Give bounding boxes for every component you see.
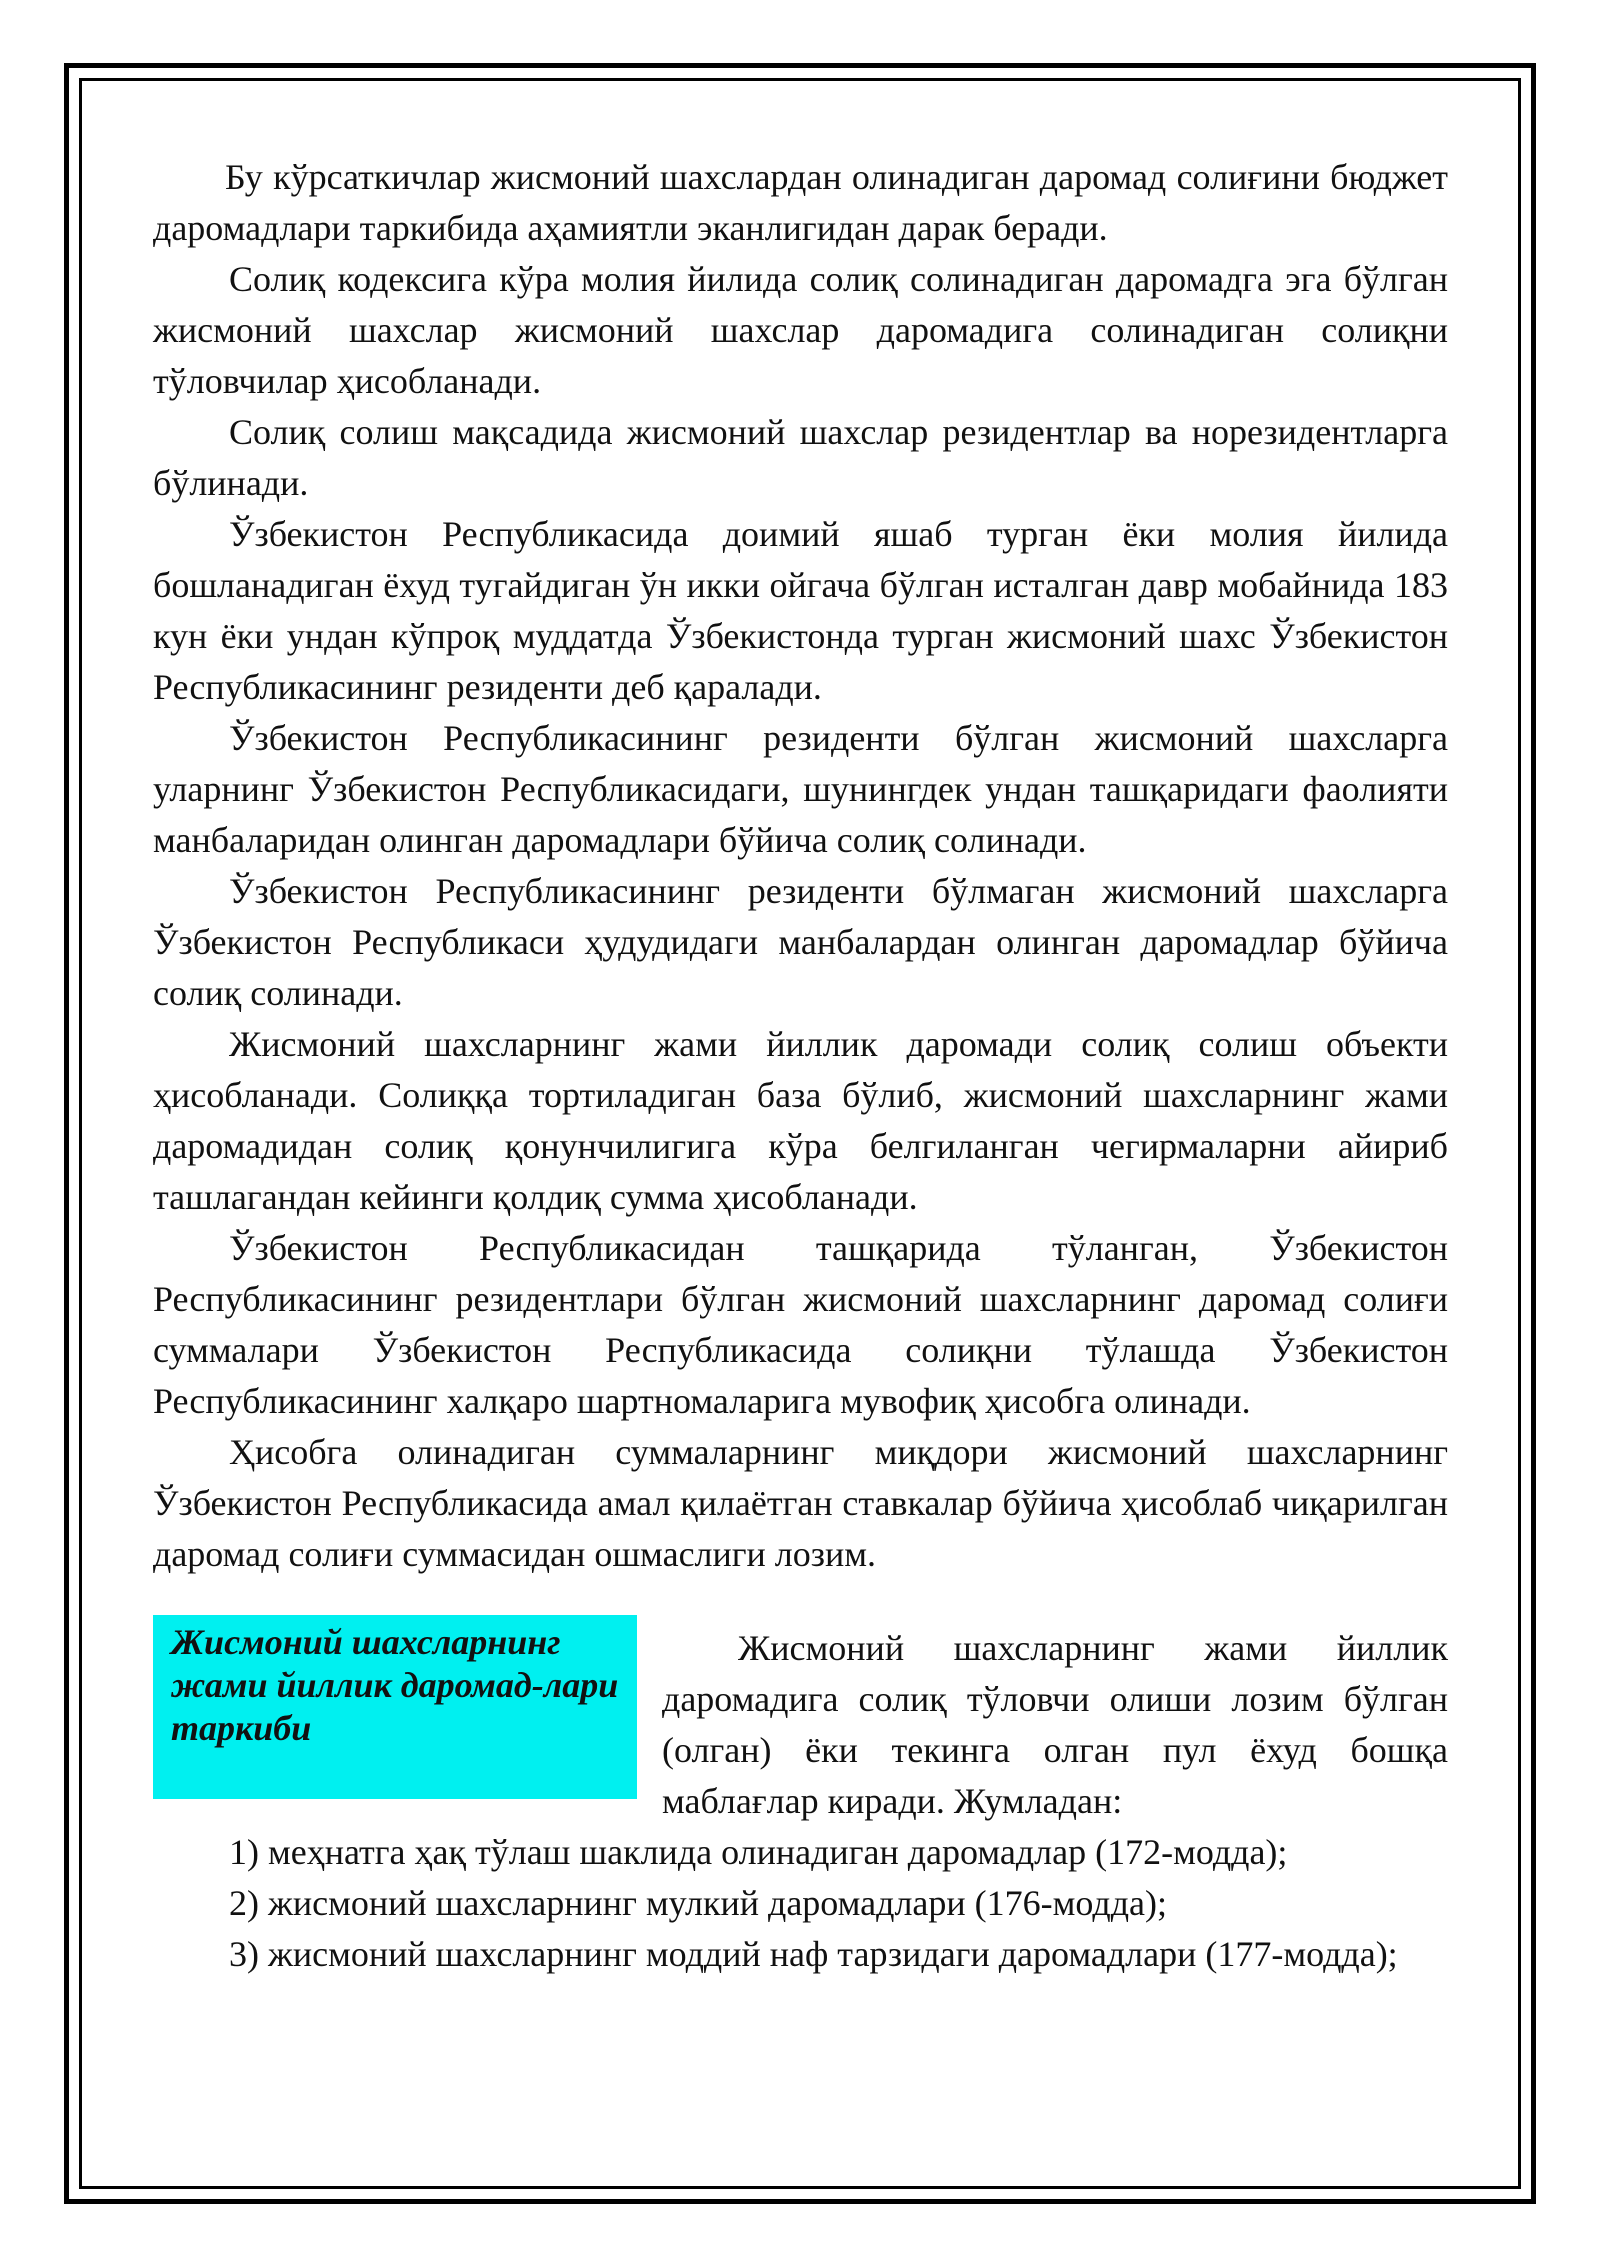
paragraph: Жисмоний шахсларнинг жами йиллик даромади солиқ солиш объекти ҳисобланади. Солиққа тортиладиган база бўлиб, жисмоний шахсларнинг жами даромадидан солиқ қонунчилигига кўра белгиланган чегирмаларни айириб ташлагандан кейинги қолдиқ сумма ҳисобланади. [153,1024,1448,1217]
paragraph: Солиқ солиш мақсадида жисмоний шахслар резидентлар ва норезидентларга бўлинади. [153,412,1448,503]
paragraph: Ўзбекистон Республикасида доимий яшаб турган ёки молия йилида бошланадиган ёхуд тугайдиган ўн икки ойгача бўлган исталган давр мобайнида 183 кун ёки ундан кўпроқ муддатда Ўзбекистонда турган жисмоний шахс Ўзбекистон Республикасининг резиденти деб қаралади. [153,514,1448,707]
income-composition-section [153,1615,1448,1980]
paragraph: Ўзбекистон Республикасининг резиденти бўлган жисмоний шахсларга уларнинг Ўзбекистон Республикасидаги, шунингдек ундан ташқаридаги фаолияти манбаларидан олинган даромадлари бўйича солиқ солинади. [153,718,1448,860]
paragraph: Бу кўрсаткичлар жисмоний шахслардан олинадиган даромад солиғини бюджет даромадлари таркибида аҳамиятли эканлигидан дарак беради. [153,157,1448,248]
list-item: 3) жисмоний шахсларнинг моддий наф тарзидаги даромадлари (177-модда); [229,1934,1398,1974]
paragraph: Ҳисобга олинадиган суммаларнинг миқдори жисмоний шахсларнинг Ўзбекистон Республикасида амал қилаётган ставкалар бўйича ҳисоблаб чиқарилган даромад солиғи суммасидан ошмаслиги лозим. [153,1432,1448,1574]
paragraph: Ўзбекистон Республикасидан ташқарида тўланган, Ўзбекистон Республикасининг резидентлари бўлган жисмоний шахсларнинг даромад солиғи суммалари Ўзбекистон Республикасида солиқни тўлашда Ўзбекистон Республикасининг халқаро шартномаларига мувофиқ ҳисобга олинади. [153,1228,1448,1421]
section-intro: Жисмоний шахсларнинг жами йиллик даромадига солиқ тўловчи олиши лозим бўлган (олган) ёки текинга олган пул ёхуд бошқа маблағлар киради. Жумладан: [662,1628,1448,1821]
document-body [153,152,1448,1980]
paragraph: Ўзбекистон Республикасининг резиденти бўлмаган жисмоний шахсларга Ўзбекистон Республикаси ҳудудидаги манбалардан олинган даромадлар бўйича солиқ солинади. [153,871,1448,1013]
list-item: 2) жисмоний шахсларнинг мулкий даромадлари (176-модда); [229,1883,1167,1923]
paragraph: Солиқ кодексига кўра молия йилида солиқ солинадиган даромадга эга бўлган жисмоний шахслар жисмоний шахслар даромадига солинадиган солиқни тўловчилар ҳисобланади. [153,259,1448,401]
section-highlight-title: Жисмоний шахсларнинг жами йиллик даромад-лари таркиби [153,1615,637,1799]
list-item: 1) меҳнатга ҳақ тўлаш шаклида олинадиган даромадлар (172-модда); [229,1832,1288,1872]
